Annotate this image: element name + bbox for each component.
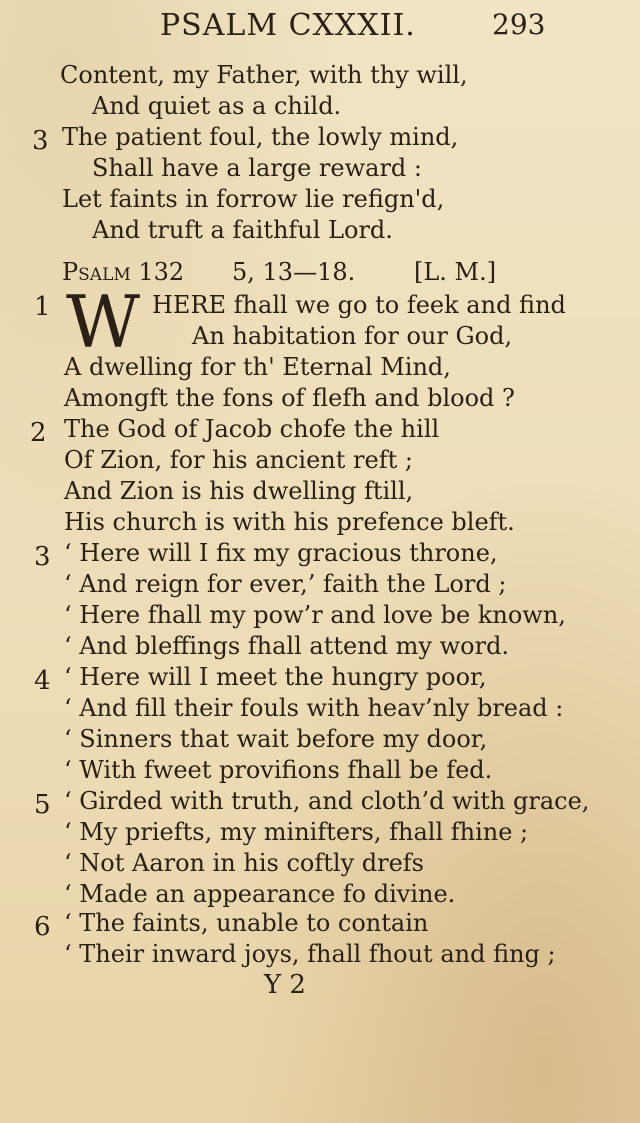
verse-references: 5, 13—18. — [232, 258, 356, 286]
verse-line: The patient foul, the lowly mind, — [62, 123, 459, 151]
verse-line: ‘ Girded with truth, and cloth’d with grace, — [64, 787, 590, 815]
signature-mark: Y 2 — [264, 970, 306, 1000]
verse-line: ‘ Here will I meet the hungry poor, — [64, 663, 487, 691]
verse-line: ‘ My priefts, my minifters, fhall fhine ; — [64, 818, 529, 846]
verse-line: ‘ The faints, unable to contain — [64, 909, 429, 937]
verse-line: Content, my Father, with thy will, — [60, 61, 468, 89]
verse-line: ‘ And bleffings fhall attend my word. — [64, 632, 510, 660]
stanza-number: 3 — [34, 542, 51, 572]
stanza-number: 1 — [34, 292, 51, 322]
verse-line: Of Zion, for his ancient reft ; — [64, 446, 413, 474]
verse-line: An habitation for our God, — [192, 322, 513, 350]
verse-line: ‘ Here will I fix my gracious throne, — [64, 539, 498, 567]
verse-line: HERE fhall we go to feek and find — [152, 291, 566, 319]
verse-line: ‘ And fill their fouls with heav’nly bread : — [64, 694, 564, 722]
stanza-number: 4 — [34, 666, 51, 696]
verse-line: Let faints in forrow lie refign'd, — [62, 185, 445, 213]
verse-line: ‘ Here fhall my pow’r and love be known, — [64, 601, 566, 629]
verse-line: And truft a faithful Lord. — [92, 216, 393, 244]
drop-capital: W — [66, 280, 141, 364]
meter-label: [L. M.] — [414, 258, 497, 286]
stanza-number: 6 — [34, 912, 51, 942]
verse-line: ‘ With fweet provifions fhall be fed. — [64, 756, 493, 784]
verse-line: Shall have a large reward : — [92, 154, 423, 182]
verse-line: ‘ And reign for ever,’ faith the Lord ; — [64, 570, 507, 598]
verse-line: And quiet as a child. — [92, 92, 342, 120]
verse-line: Amongft the fons of flefh and blood ? — [64, 384, 515, 412]
verse-line: ‘ Sinners that wait before my door, — [64, 725, 488, 753]
verse-line: ‘ Made an appearance fo divine. — [64, 880, 456, 908]
running-header-title: PSALM CXXXII. — [160, 8, 416, 43]
verse-line: ‘ Their inward joys, fhall fhout and fing ; — [64, 940, 556, 968]
stanza-number: 3 — [32, 126, 49, 156]
verse-line: The God of Jacob chofe the hill — [64, 415, 440, 443]
psalm-heading: Psalm 132 — [62, 258, 185, 286]
stanza-number: 2 — [30, 418, 47, 448]
verse-line: And Zion is his dwelling ftill, — [64, 477, 414, 505]
verse-line: His church is with his prefence bleft. — [64, 508, 515, 536]
stanza-number: 5 — [34, 790, 51, 820]
verse-line: ‘ Not Aaron in his coftly drefs — [64, 849, 424, 877]
verse-line: A dwelling for th' Eternal Mind, — [64, 353, 451, 381]
page-number: 293 — [492, 8, 546, 41]
